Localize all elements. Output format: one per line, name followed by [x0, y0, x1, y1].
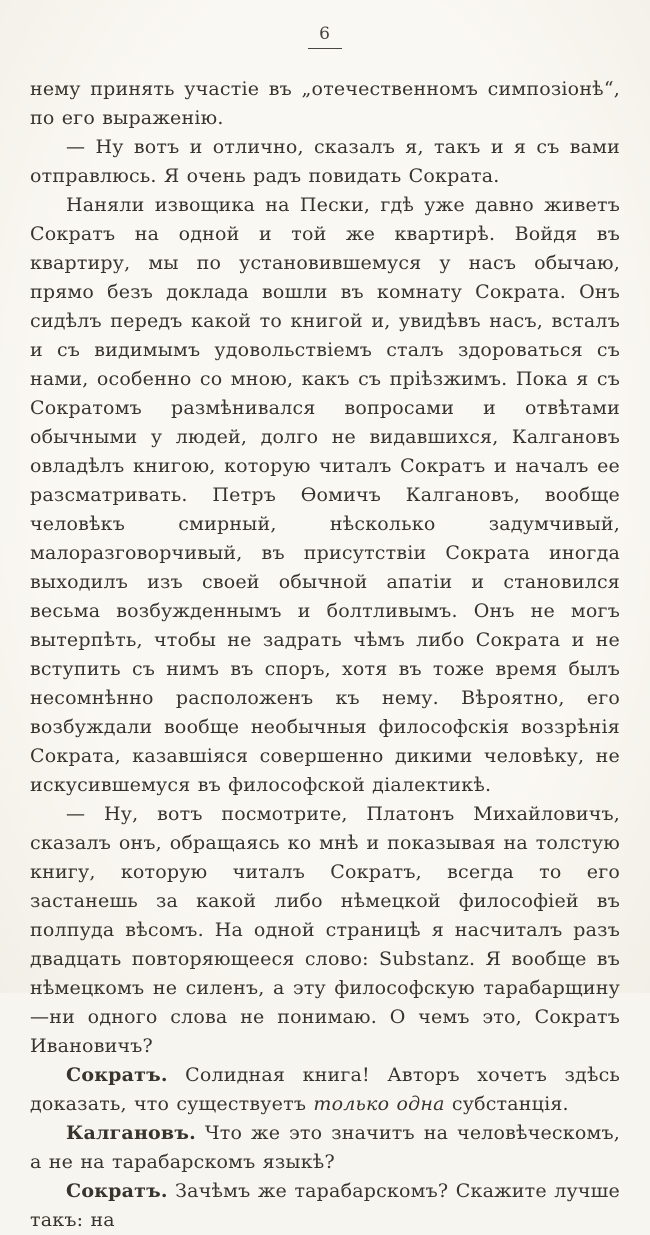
text-block	[30, 75, 620, 1235]
paragraph-dialogue-reply	[30, 133, 620, 191]
text-segment-normal: субстанція.	[444, 1093, 569, 1115]
page-number: 6	[319, 24, 331, 44]
text-segment-normal: Зачѣмъ же тарабарскомъ? Скажите лучше такъ: на	[30, 1180, 620, 1231]
page-header	[30, 26, 620, 49]
paragraph-sokrat-line-2	[30, 1177, 620, 1235]
text-segment-normal: нему принять участіе въ „отечественномъ симпозіонѣ“, по его выраженію.	[30, 78, 620, 129]
text-segment-bold: Сократъ.	[66, 1180, 168, 1202]
paragraph-narrative	[30, 191, 620, 800]
page-number-rule	[308, 48, 342, 49]
paragraph-continuation	[30, 75, 620, 133]
paragraph-kalganov-line	[30, 1119, 620, 1177]
text-segment-normal: Что же это значитъ на человѣческомъ, а не на тарабарскомъ языкѣ?	[30, 1122, 620, 1173]
paragraph-kalganov-speech	[30, 800, 620, 1061]
text-segment-normal: — Ну, вотъ посмотрите, Платонъ Михайловичъ, сказалъ онъ, обращаясь ко мнѣ и показывая на толстую книгу, которую читалъ Сократъ, всегда то его застанешь за какой либо нѣмецкой философіей въ полпуда вѣсомъ. На одной страницѣ я насчиталъ разъ двадцать повторяющееся слово: Substanz. Я вообще въ нѣмецкомъ не силенъ, а эту философскую тарабарщину—ни одного слова не понимаю. О чемъ это, Сократъ Ивановичъ?	[30, 803, 620, 1057]
text-segment-normal: Наняли извощика на Пески, гдѣ уже давно живетъ Сократъ на одной и той же квартирѣ. Войдя въ квартиру, мы по установившемуся у насъ обычаю, прямо безъ доклада вошли въ комнату Сократа. Онъ сидѣлъ передъ какой то книгой и, увидѣвъ насъ, всталъ и съ видимымъ удовольствіемъ сталъ здороваться съ нами, особенно со мною, какъ съ пріѣзжимъ. Пока я съ Сократомъ размѣнивался вопросами и отвѣтами обычными у людей, долго не видавшихся, Калгановъ овладѣлъ книгою, которую читалъ Сократъ и началъ ее разсматривать. Петръ Ѳомичъ Калгановъ, вообще человѣкъ смирный, нѣсколько задумчивый, малоразговорчивый, въ присутствіи Сократа иногда выходилъ изъ своей обычной апатіи и становился весьма возбужденнымъ и болтливымъ. Онъ не могъ вытерпѣть, чтобы не задрать чѣмъ либо Сократа и не вступить съ нимъ въ споръ, хотя въ тоже время былъ несомнѣнно расположенъ къ нему. Вѣроятно, его возбуждали вообще необычныя философскія воззрѣнія Сократа, казавшіяся совершенно дикими человѣку, не искусившемуся въ философской діалектикѣ.	[30, 194, 620, 796]
text-segment-normal: Солидная книга! Авторъ хочетъ здѣсь доказать, что существуетъ	[30, 1064, 620, 1115]
text-segment-bold: Калгановъ.	[66, 1122, 196, 1144]
text-segment-bold: Сократъ.	[66, 1064, 168, 1086]
paragraph-sokrat-line-1	[30, 1061, 620, 1119]
text-segment-italic: только одна	[313, 1093, 445, 1115]
text-segment-normal: — Ну вотъ и отлично, сказалъ я, такъ и я съ вами отправлюсь. Я очень радъ повидать Сократа.	[30, 136, 620, 187]
